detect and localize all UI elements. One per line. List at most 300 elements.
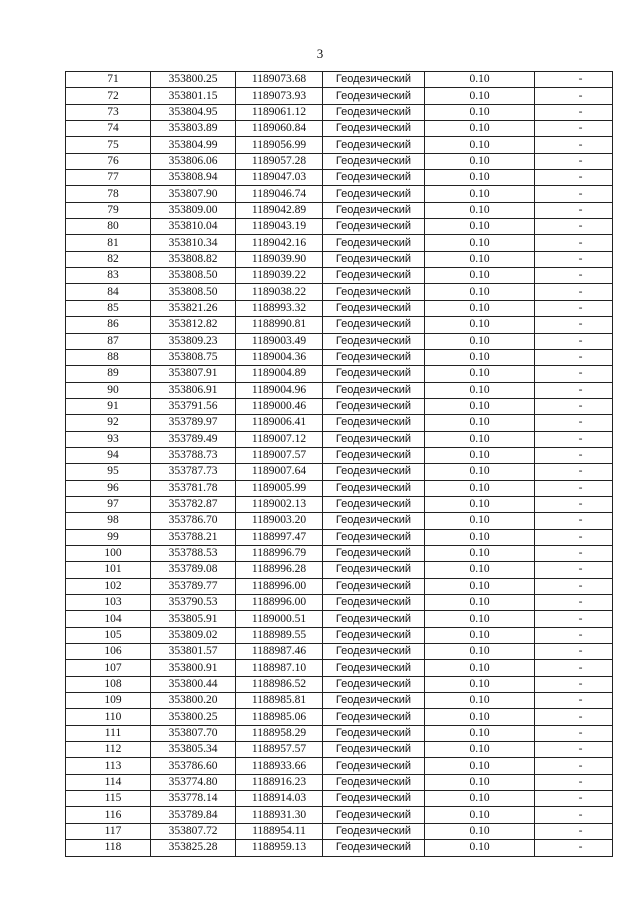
- y-coordinate-cell: 1188985.81: [236, 693, 323, 709]
- coordinates-table: [65, 71, 613, 857]
- point-number-cell: 100: [66, 545, 151, 561]
- point-number-cell: 91: [66, 398, 151, 414]
- y-coordinate-cell: 1188987.10: [236, 660, 323, 676]
- y-coordinate-cell: 1188996.00: [236, 578, 323, 594]
- accuracy-cell: 0.10: [425, 170, 535, 186]
- point-number-cell: 96: [66, 480, 151, 496]
- table-row: [66, 366, 613, 382]
- x-coordinate-cell: 353809.00: [151, 202, 236, 218]
- x-coordinate-cell: 353800.20: [151, 693, 236, 709]
- remark-cell: -: [535, 170, 613, 186]
- table-row: [66, 202, 613, 218]
- accuracy-cell: 0.10: [425, 774, 535, 790]
- point-number-cell: 117: [66, 823, 151, 839]
- remark-cell: -: [535, 447, 613, 463]
- remark-cell: -: [535, 366, 613, 382]
- y-coordinate-cell: 1189000.51: [236, 611, 323, 627]
- y-coordinate-cell: 1188959.13: [236, 840, 323, 856]
- point-number-cell: 84: [66, 284, 151, 300]
- y-coordinate-cell: 1189004.36: [236, 349, 323, 365]
- method-cell: Геодезический: [323, 693, 425, 709]
- x-coordinate-cell: 353804.95: [151, 104, 236, 120]
- accuracy-cell: 0.10: [425, 202, 535, 218]
- point-number-cell: 85: [66, 300, 151, 316]
- remark-cell: -: [535, 545, 613, 561]
- method-cell: Геодезический: [323, 725, 425, 741]
- remark-cell: -: [535, 88, 613, 104]
- table-row: [66, 709, 613, 725]
- x-coordinate-cell: 353809.23: [151, 333, 236, 349]
- remark-cell: -: [535, 791, 613, 807]
- remark-cell: -: [535, 529, 613, 545]
- accuracy-cell: 0.10: [425, 709, 535, 725]
- y-coordinate-cell: 1189046.74: [236, 186, 323, 202]
- method-cell: Геодезический: [323, 88, 425, 104]
- y-coordinate-cell: 1189061.12: [236, 104, 323, 120]
- remark-cell: -: [535, 595, 613, 611]
- table-row: [66, 447, 613, 463]
- y-coordinate-cell: 1188957.57: [236, 742, 323, 758]
- remark-cell: -: [535, 398, 613, 414]
- accuracy-cell: 0.10: [425, 366, 535, 382]
- x-coordinate-cell: 353809.02: [151, 627, 236, 643]
- y-coordinate-cell: 1188931.30: [236, 807, 323, 823]
- y-coordinate-cell: 1188990.81: [236, 317, 323, 333]
- point-number-cell: 87: [66, 333, 151, 349]
- accuracy-cell: 0.10: [425, 496, 535, 512]
- y-coordinate-cell: 1189056.99: [236, 137, 323, 153]
- method-cell: Геодезический: [323, 840, 425, 856]
- y-coordinate-cell: 1189007.12: [236, 431, 323, 447]
- y-coordinate-cell: 1189002.13: [236, 496, 323, 512]
- point-number-cell: 73: [66, 104, 151, 120]
- table-row: [66, 153, 613, 169]
- accuracy-cell: 0.10: [425, 578, 535, 594]
- accuracy-cell: 0.10: [425, 676, 535, 692]
- method-cell: Геодезический: [323, 137, 425, 153]
- x-coordinate-cell: 353789.77: [151, 578, 236, 594]
- y-coordinate-cell: 1188997.47: [236, 529, 323, 545]
- point-number-cell: 74: [66, 121, 151, 137]
- table-row: [66, 382, 613, 398]
- remark-cell: -: [535, 268, 613, 284]
- y-coordinate-cell: 1189042.89: [236, 202, 323, 218]
- point-number-cell: 90: [66, 382, 151, 398]
- table-row: [66, 578, 613, 594]
- accuracy-cell: 0.10: [425, 186, 535, 202]
- remark-cell: -: [535, 644, 613, 660]
- accuracy-cell: 0.10: [425, 235, 535, 251]
- method-cell: Геодезический: [323, 104, 425, 120]
- table-row: [66, 644, 613, 660]
- point-number-cell: 72: [66, 88, 151, 104]
- accuracy-cell: 0.10: [425, 807, 535, 823]
- method-cell: Геодезический: [323, 415, 425, 431]
- accuracy-cell: 0.10: [425, 137, 535, 153]
- accuracy-cell: 0.10: [425, 742, 535, 758]
- accuracy-cell: 0.10: [425, 415, 535, 431]
- table-row: [66, 317, 613, 333]
- point-number-cell: 101: [66, 562, 151, 578]
- remark-cell: -: [535, 72, 613, 88]
- x-coordinate-cell: 353787.73: [151, 464, 236, 480]
- table-row: [66, 562, 613, 578]
- point-number-cell: 71: [66, 72, 151, 88]
- table-row: [66, 611, 613, 627]
- x-coordinate-cell: 353812.82: [151, 317, 236, 333]
- point-number-cell: 105: [66, 627, 151, 643]
- remark-cell: -: [535, 104, 613, 120]
- method-cell: Геодезический: [323, 595, 425, 611]
- method-cell: Геодезический: [323, 235, 425, 251]
- point-number-cell: 95: [66, 464, 151, 480]
- y-coordinate-cell: 1189003.20: [236, 513, 323, 529]
- accuracy-cell: 0.10: [425, 72, 535, 88]
- table-row: [66, 235, 613, 251]
- remark-cell: -: [535, 464, 613, 480]
- remark-cell: -: [535, 153, 613, 169]
- x-coordinate-cell: 353805.91: [151, 611, 236, 627]
- accuracy-cell: 0.10: [425, 333, 535, 349]
- method-cell: Геодезический: [323, 153, 425, 169]
- method-cell: Геодезический: [323, 268, 425, 284]
- accuracy-cell: 0.10: [425, 791, 535, 807]
- accuracy-cell: 0.10: [425, 693, 535, 709]
- table-row: [66, 545, 613, 561]
- remark-cell: -: [535, 382, 613, 398]
- point-number-cell: 98: [66, 513, 151, 529]
- accuracy-cell: 0.10: [425, 431, 535, 447]
- x-coordinate-cell: 353788.53: [151, 545, 236, 561]
- x-coordinate-cell: 353788.21: [151, 529, 236, 545]
- point-number-cell: 88: [66, 349, 151, 365]
- method-cell: Геодезический: [323, 219, 425, 235]
- table-row: [66, 496, 613, 512]
- accuracy-cell: 0.10: [425, 153, 535, 169]
- accuracy-cell: 0.10: [425, 104, 535, 120]
- method-cell: Геодезический: [323, 660, 425, 676]
- accuracy-cell: 0.10: [425, 513, 535, 529]
- y-coordinate-cell: 1189039.22: [236, 268, 323, 284]
- remark-cell: -: [535, 758, 613, 774]
- method-cell: Геодезический: [323, 202, 425, 218]
- method-cell: Геодезический: [323, 807, 425, 823]
- x-coordinate-cell: 353806.91: [151, 382, 236, 398]
- y-coordinate-cell: 1188996.79: [236, 545, 323, 561]
- remark-cell: -: [535, 333, 613, 349]
- table-row: [66, 415, 613, 431]
- y-coordinate-cell: 1188993.32: [236, 300, 323, 316]
- method-cell: Геодезический: [323, 72, 425, 88]
- y-coordinate-cell: 1188916.23: [236, 774, 323, 790]
- point-number-cell: 86: [66, 317, 151, 333]
- x-coordinate-cell: 353807.90: [151, 186, 236, 202]
- point-number-cell: 115: [66, 791, 151, 807]
- x-coordinate-cell: 353781.78: [151, 480, 236, 496]
- y-coordinate-cell: 1188914.03: [236, 791, 323, 807]
- method-cell: Геодезический: [323, 186, 425, 202]
- remark-cell: -: [535, 121, 613, 137]
- x-coordinate-cell: 353789.49: [151, 431, 236, 447]
- x-coordinate-cell: 353808.82: [151, 251, 236, 267]
- table-row: [66, 300, 613, 316]
- remark-cell: -: [535, 137, 613, 153]
- x-coordinate-cell: 353791.56: [151, 398, 236, 414]
- accuracy-cell: 0.10: [425, 840, 535, 856]
- remark-cell: -: [535, 660, 613, 676]
- remark-cell: -: [535, 562, 613, 578]
- accuracy-cell: 0.10: [425, 464, 535, 480]
- method-cell: Геодезический: [323, 758, 425, 774]
- remark-cell: -: [535, 186, 613, 202]
- accuracy-cell: 0.10: [425, 121, 535, 137]
- method-cell: Геодезический: [323, 709, 425, 725]
- table-row: [66, 807, 613, 823]
- table-row: [66, 186, 613, 202]
- accuracy-cell: 0.10: [425, 823, 535, 839]
- remark-cell: -: [535, 496, 613, 512]
- method-cell: Геодезический: [323, 742, 425, 758]
- remark-cell: -: [535, 202, 613, 218]
- table-row: [66, 480, 613, 496]
- y-coordinate-cell: 1188954.11: [236, 823, 323, 839]
- x-coordinate-cell: 353801.15: [151, 88, 236, 104]
- y-coordinate-cell: 1189004.89: [236, 366, 323, 382]
- table-row: [66, 742, 613, 758]
- point-number-cell: 112: [66, 742, 151, 758]
- x-coordinate-cell: 353804.99: [151, 137, 236, 153]
- method-cell: Геодезический: [323, 513, 425, 529]
- remark-cell: -: [535, 317, 613, 333]
- table-row: [66, 431, 613, 447]
- y-coordinate-cell: 1188986.52: [236, 676, 323, 692]
- y-coordinate-cell: 1189039.90: [236, 251, 323, 267]
- point-number-cell: 109: [66, 693, 151, 709]
- method-cell: Геодезический: [323, 447, 425, 463]
- x-coordinate-cell: 353774.80: [151, 774, 236, 790]
- y-coordinate-cell: 1189073.68: [236, 72, 323, 88]
- x-coordinate-cell: 353786.70: [151, 513, 236, 529]
- y-coordinate-cell: 1189007.64: [236, 464, 323, 480]
- x-coordinate-cell: 353789.08: [151, 562, 236, 578]
- accuracy-cell: 0.10: [425, 251, 535, 267]
- table-row: [66, 88, 613, 104]
- point-number-cell: 99: [66, 529, 151, 545]
- y-coordinate-cell: 1188996.00: [236, 595, 323, 611]
- table-row: [66, 284, 613, 300]
- table-row: [66, 627, 613, 643]
- accuracy-cell: 0.10: [425, 268, 535, 284]
- accuracy-cell: 0.10: [425, 284, 535, 300]
- method-cell: Геодезический: [323, 627, 425, 643]
- point-number-cell: 78: [66, 186, 151, 202]
- method-cell: Геодезический: [323, 333, 425, 349]
- y-coordinate-cell: 1189057.28: [236, 153, 323, 169]
- x-coordinate-cell: 353800.25: [151, 709, 236, 725]
- y-coordinate-cell: 1188933.66: [236, 758, 323, 774]
- method-cell: Геодезический: [323, 349, 425, 365]
- table-row: [66, 104, 613, 120]
- accuracy-cell: 0.10: [425, 644, 535, 660]
- table-row: [66, 121, 613, 137]
- x-coordinate-cell: 353808.94: [151, 170, 236, 186]
- y-coordinate-cell: 1189007.57: [236, 447, 323, 463]
- point-number-cell: 92: [66, 415, 151, 431]
- table-row: [66, 758, 613, 774]
- method-cell: Геодезический: [323, 317, 425, 333]
- table-row: [66, 660, 613, 676]
- x-coordinate-cell: 353778.14: [151, 791, 236, 807]
- x-coordinate-cell: 353808.75: [151, 349, 236, 365]
- method-cell: Геодезический: [323, 382, 425, 398]
- table-row: [66, 840, 613, 856]
- method-cell: Геодезический: [323, 529, 425, 545]
- accuracy-cell: 0.10: [425, 398, 535, 414]
- table-row: [66, 823, 613, 839]
- y-coordinate-cell: 1188985.06: [236, 709, 323, 725]
- x-coordinate-cell: 353807.72: [151, 823, 236, 839]
- point-number-cell: 75: [66, 137, 151, 153]
- accuracy-cell: 0.10: [425, 725, 535, 741]
- remark-cell: -: [535, 774, 613, 790]
- method-cell: Геодезический: [323, 480, 425, 496]
- point-number-cell: 107: [66, 660, 151, 676]
- x-coordinate-cell: 353801.57: [151, 644, 236, 660]
- accuracy-cell: 0.10: [425, 660, 535, 676]
- table-row: [66, 268, 613, 284]
- x-coordinate-cell: 353800.25: [151, 72, 236, 88]
- y-coordinate-cell: 1189042.16: [236, 235, 323, 251]
- method-cell: Геодезический: [323, 121, 425, 137]
- table-row: [66, 464, 613, 480]
- table-row: [66, 219, 613, 235]
- x-coordinate-cell: 353806.06: [151, 153, 236, 169]
- table-row: [66, 595, 613, 611]
- remark-cell: -: [535, 480, 613, 496]
- method-cell: Геодезический: [323, 284, 425, 300]
- method-cell: Геодезический: [323, 496, 425, 512]
- x-coordinate-cell: 353805.34: [151, 742, 236, 758]
- point-number-cell: 104: [66, 611, 151, 627]
- remark-cell: -: [535, 415, 613, 431]
- remark-cell: -: [535, 578, 613, 594]
- method-cell: Геодезический: [323, 644, 425, 660]
- point-number-cell: 79: [66, 202, 151, 218]
- remark-cell: -: [535, 349, 613, 365]
- coordinates-table-body: [66, 72, 613, 857]
- method-cell: Геодезический: [323, 464, 425, 480]
- method-cell: Геодезический: [323, 545, 425, 561]
- table-row: [66, 170, 613, 186]
- table-row: [66, 791, 613, 807]
- y-coordinate-cell: 1189000.46: [236, 398, 323, 414]
- point-number-cell: 111: [66, 725, 151, 741]
- method-cell: Геодезический: [323, 366, 425, 382]
- point-number-cell: 114: [66, 774, 151, 790]
- y-coordinate-cell: 1188996.28: [236, 562, 323, 578]
- point-number-cell: 102: [66, 578, 151, 594]
- remark-cell: -: [535, 251, 613, 267]
- table-row: [66, 774, 613, 790]
- y-coordinate-cell: 1189004.96: [236, 382, 323, 398]
- accuracy-cell: 0.10: [425, 447, 535, 463]
- method-cell: Геодезический: [323, 398, 425, 414]
- point-number-cell: 89: [66, 366, 151, 382]
- table-row: [66, 137, 613, 153]
- table-row: [66, 398, 613, 414]
- y-coordinate-cell: 1189043.19: [236, 219, 323, 235]
- remark-cell: -: [535, 513, 613, 529]
- method-cell: Геодезический: [323, 300, 425, 316]
- point-number-cell: 116: [66, 807, 151, 823]
- remark-cell: -: [535, 709, 613, 725]
- accuracy-cell: 0.10: [425, 219, 535, 235]
- method-cell: Геодезический: [323, 431, 425, 447]
- point-number-cell: 106: [66, 644, 151, 660]
- method-cell: Геодезический: [323, 676, 425, 692]
- accuracy-cell: 0.10: [425, 88, 535, 104]
- remark-cell: -: [535, 823, 613, 839]
- method-cell: Геодезический: [323, 774, 425, 790]
- method-cell: Геодезический: [323, 823, 425, 839]
- x-coordinate-cell: 353825.28: [151, 840, 236, 856]
- remark-cell: -: [535, 840, 613, 856]
- x-coordinate-cell: 353810.04: [151, 219, 236, 235]
- x-coordinate-cell: 353789.97: [151, 415, 236, 431]
- remark-cell: -: [535, 676, 613, 692]
- table-row: [66, 349, 613, 365]
- y-coordinate-cell: 1189060.84: [236, 121, 323, 137]
- x-coordinate-cell: 353786.60: [151, 758, 236, 774]
- point-number-cell: 80: [66, 219, 151, 235]
- table-row: [66, 676, 613, 692]
- accuracy-cell: 0.10: [425, 349, 535, 365]
- point-number-cell: 94: [66, 447, 151, 463]
- x-coordinate-cell: 353807.91: [151, 366, 236, 382]
- y-coordinate-cell: 1189073.93: [236, 88, 323, 104]
- y-coordinate-cell: 1188989.55: [236, 627, 323, 643]
- x-coordinate-cell: 353800.91: [151, 660, 236, 676]
- remark-cell: -: [535, 742, 613, 758]
- remark-cell: -: [535, 725, 613, 741]
- table-row: [66, 725, 613, 741]
- method-cell: Геодезический: [323, 562, 425, 578]
- table-row: [66, 333, 613, 349]
- method-cell: Геодезический: [323, 611, 425, 627]
- point-number-cell: 97: [66, 496, 151, 512]
- x-coordinate-cell: 353803.89: [151, 121, 236, 137]
- point-number-cell: 118: [66, 840, 151, 856]
- accuracy-cell: 0.10: [425, 611, 535, 627]
- y-coordinate-cell: 1189005.99: [236, 480, 323, 496]
- point-number-cell: 77: [66, 170, 151, 186]
- remark-cell: -: [535, 284, 613, 300]
- point-number-cell: 113: [66, 758, 151, 774]
- y-coordinate-cell: 1189003.49: [236, 333, 323, 349]
- x-coordinate-cell: 353782.87: [151, 496, 236, 512]
- accuracy-cell: 0.10: [425, 545, 535, 561]
- x-coordinate-cell: 353789.84: [151, 807, 236, 823]
- method-cell: Геодезический: [323, 170, 425, 186]
- accuracy-cell: 0.10: [425, 480, 535, 496]
- y-coordinate-cell: 1189047.03: [236, 170, 323, 186]
- method-cell: Геодезический: [323, 791, 425, 807]
- remark-cell: -: [535, 627, 613, 643]
- accuracy-cell: 0.10: [425, 627, 535, 643]
- accuracy-cell: 0.10: [425, 529, 535, 545]
- page-number: 3: [316, 46, 324, 61]
- x-coordinate-cell: 353808.50: [151, 284, 236, 300]
